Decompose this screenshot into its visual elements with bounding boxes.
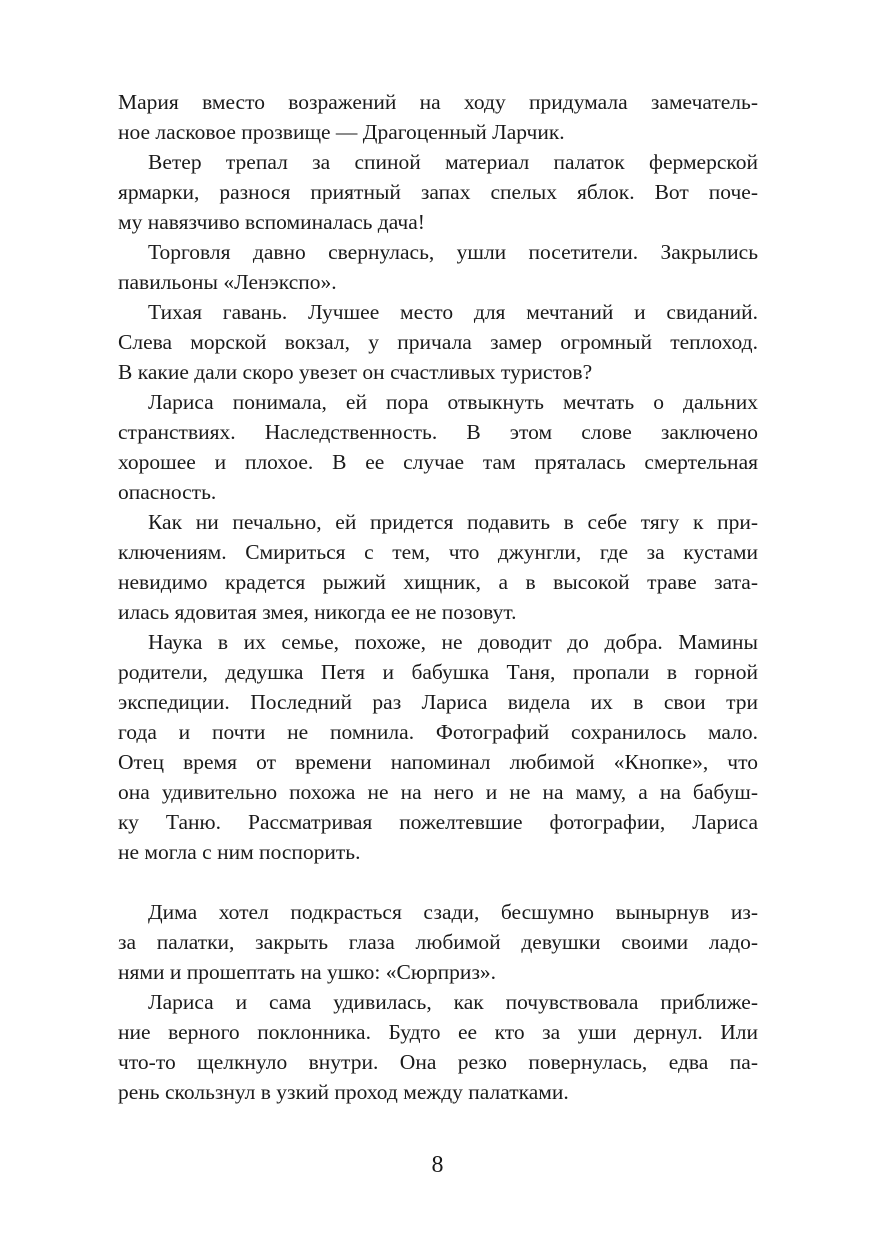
text-line: за палатки, закрыть глаза любимой девушки своими ладо- xyxy=(118,930,758,954)
text-line: Торговля давно свернулась, ушли посетители. Закрылись xyxy=(148,240,758,264)
text-line: ние верного поклонника. Будто ее кто за уши дернул. Или xyxy=(118,1020,758,1044)
text-line: что-то щелкнуло внутри. Она резко повернулась, едва па- xyxy=(118,1050,758,1074)
text-line: Тихая гавань. Лучшее место для мечтаний и свиданий. xyxy=(148,300,758,324)
paragraph xyxy=(118,987,758,1107)
text-line: ку Таню. Рассматривая пожелтевшие фотографии, Лариса xyxy=(118,810,758,834)
text-line: года и почти не помнила. Фотографий сохранилось мало. xyxy=(118,720,758,744)
text-line: ярмарки, разнося приятный запах спелых яблок. Вот поче- xyxy=(118,180,758,204)
text-line: му навязчиво вспоминалась дача! xyxy=(118,210,425,234)
paragraph xyxy=(118,387,758,507)
text-line: хорошее и плохое. В ее случае там пряталась смертельная xyxy=(118,450,758,474)
paragraph xyxy=(118,237,758,297)
text-line: Дима хотел подкрасться сзади, бесшумно вынырнув из- xyxy=(148,900,758,924)
text-line: невидимо крадется рыжий хищник, а в высокой траве зата- xyxy=(118,570,758,594)
page-number: 8 xyxy=(431,1152,444,1178)
text-line: Лариса понимала, ей пора отвыкнуть мечтать о дальних xyxy=(148,390,758,414)
text-line: Наука в их семье, похоже, не доводит до добра. Мамины xyxy=(148,630,758,654)
text-line: не могла с ним поспорить. xyxy=(118,840,361,864)
text-line: странствиях. Наследственность. В этом слове заключено xyxy=(118,420,758,444)
text-line: павильоны «Ленэкспо». xyxy=(118,270,337,294)
text-line: она удивительно похожа не на него и не на маму, а на бабуш- xyxy=(118,780,758,804)
text-line: Лариса и сама удивилась, как почувствовала приближе- xyxy=(148,990,758,1014)
paragraph xyxy=(118,897,758,987)
text-line: Ветер трепал за спиной материал палаток фермерской xyxy=(148,150,758,174)
text-line: опасность. xyxy=(118,480,217,504)
paragraph xyxy=(118,87,758,147)
text-line: илась ядовитая змея, никогда ее не позовут. xyxy=(118,600,517,624)
text-line: ное ласковое прозвище — Драгоценный Ларчик. xyxy=(118,120,565,144)
text-line: Слева морской вокзал, у причала замер огромный теплоход. xyxy=(118,330,758,354)
text-line: родители, дедушка Петя и бабушка Таня, пропали в горной xyxy=(118,660,758,684)
text-line: ключениям. Смириться с тем, что джунгли, где за кустами xyxy=(118,540,758,564)
text-line: нями и прошептать на ушко: «Сюрприз». xyxy=(118,960,497,984)
text-line: рень скользнул в узкий проход между палатками. xyxy=(118,1080,569,1104)
text-line: экспедиции. Последний раз Лариса видела их в свои три xyxy=(118,690,758,714)
paragraph xyxy=(118,507,758,627)
paragraph xyxy=(118,297,758,387)
text-line: Отец время от времени напоминал любимой «Кнопке», что xyxy=(118,750,758,774)
paragraph xyxy=(118,627,758,867)
text-line: В какие дали скоро увезет он счастливых туристов? xyxy=(118,360,593,384)
text-line: Мария вместо возражений на ходу придумала замечатель- xyxy=(118,90,758,114)
book-text xyxy=(118,87,758,1107)
section-break xyxy=(118,867,758,897)
paragraph xyxy=(118,147,758,237)
text-line: Как ни печально, ей придется подавить в себе тягу к при- xyxy=(148,510,758,534)
